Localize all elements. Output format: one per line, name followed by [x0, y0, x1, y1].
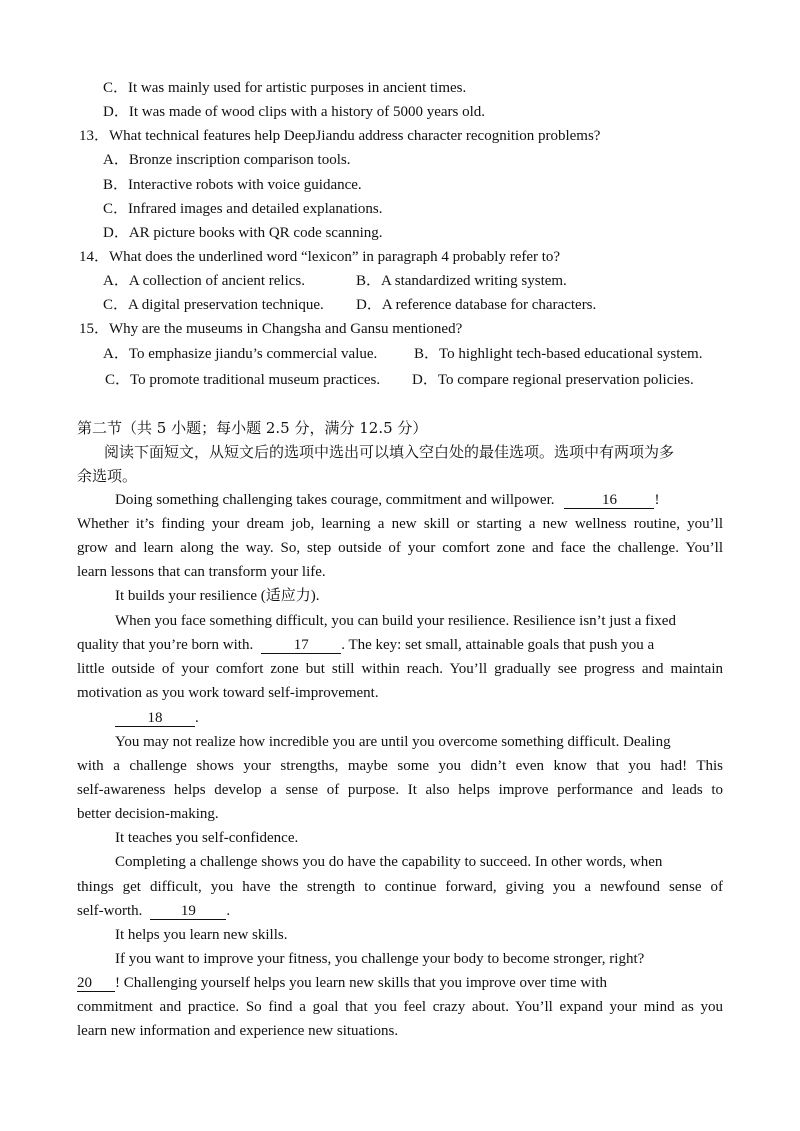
- passage-text: .: [195, 710, 199, 726]
- passage-text: quality that you’re born with.: [77, 637, 254, 653]
- subheading-self-confidence: It teaches you self-confidence.: [115, 830, 299, 846]
- q13-option-b: B．Interactive robots with voice guidance.: [103, 177, 362, 193]
- q14-question: 14．What does the underlined word “lexicon” in paragraph 4 probably refer to?: [79, 249, 561, 265]
- blank-number: 16: [601, 492, 617, 508]
- q12-option-d: D．It was made of wood clips with a history of 5000 years old.: [103, 104, 486, 120]
- blank-19: [150, 903, 226, 920]
- passage-p5-line3: commitment and practice. So find a goal that you feel crazy about. You’ll expand your mind as you: [77, 999, 723, 1015]
- subheading-new-skills: It helps you learn new skills.: [115, 927, 288, 943]
- passage-p1-line1: [115, 490, 659, 510]
- passage-p3-line2: with a challenge shows your strengths, maybe some you didn’t even know that you had! This: [77, 758, 723, 774]
- q14-option-d: D．A reference database for characters.: [356, 297, 597, 313]
- passage-text: Doing something challenging takes courage, commitment and willpower.: [115, 492, 555, 508]
- q15-option-c: C．To promote traditional museum practices.: [105, 372, 381, 388]
- q13-question: 13．What technical features help DeepJiandu address character recognition problems?: [79, 128, 601, 144]
- passage-text: .: [226, 903, 231, 919]
- passage-p3-line3: self-awareness helps develop a sense of purpose. It also helps improve performance and leads to: [77, 782, 723, 798]
- q15-option-b: B．To highlight tech-based educational system.: [414, 346, 703, 362]
- passage-p3-line1: You may not realize how incredible you are until you overcome something difficult. Dealing: [115, 734, 671, 750]
- q13-option-a: A．Bronze inscription comparison tools.: [103, 152, 351, 168]
- q14-option-b: B．A standardized writing system.: [356, 273, 567, 289]
- blank-16: [564, 492, 654, 509]
- blank-number: 20: [77, 975, 92, 991]
- blank-18: [115, 710, 195, 727]
- q13-option-c: C．Infrared images and detailed explanations.: [103, 201, 383, 217]
- q13-option-d: D．AR picture books with QR code scanning.: [103, 225, 383, 241]
- passage-p4-line1: Completing a challenge shows you do have the capability to succeed. In other words, when: [115, 854, 663, 870]
- passage-p4-line2: things get difficult, you have the strength to continue forward, giving you a newfound sense of: [77, 879, 723, 895]
- passage-p5-line2: [77, 973, 607, 993]
- passage-p3-line4: better decision-making.: [77, 806, 219, 822]
- q15-option-a: A．To emphasize jiandu’s commercial value.: [103, 346, 378, 362]
- section2-heading: 第二节（共 5 小题；每小题 2.5 分，满分 12.5 分）: [77, 419, 428, 437]
- passage-p1-line2: Whether it’s finding your dream job, learning a new skill or starting a new wellness routine, you’ll: [77, 516, 723, 532]
- passage-text: ! Challenging yourself helps you learn new skills that you improve over time with: [115, 975, 607, 991]
- blank-17: [261, 637, 341, 654]
- section2-instruction-line1: 阅读下面短文，从短文后的选项中选出可以填入空白处的最佳选项。选项中有两项为多: [104, 443, 675, 461]
- q14-option-c: C．A digital preservation technique.: [103, 297, 324, 313]
- passage-p5-line1: If you want to improve your fitness, you challenge your body to become stronger, right?: [115, 951, 645, 967]
- subheading-resilience: It builds your resilience (适应力).: [115, 588, 320, 604]
- q15-question: 15．Why are the museums in Changsha and Gansu mentioned?: [79, 321, 463, 337]
- passage-text: . The key: set small, attainable goals that push you a: [341, 637, 655, 653]
- blank-number: 17: [293, 637, 309, 653]
- passage-p2-line4: motivation as you work toward self-improvement.: [77, 685, 379, 701]
- passage-p5-line4: learn new information and experience new situations.: [77, 1023, 399, 1039]
- passage-text: self-worth.: [77, 903, 143, 919]
- passage-text: !: [654, 492, 660, 508]
- passage-p1-line3: grow and learn along the way. So, step outside of your comfort zone and face the challenge. You’ll: [77, 540, 723, 556]
- passage-p2-line1: When you face something difficult, you can build your resilience. Resilience isn’t just a fixed: [115, 613, 676, 629]
- q14-option-a: A．A collection of ancient relics.: [103, 273, 306, 289]
- passage-p2-line2: [77, 635, 654, 655]
- passage-p1-line4: learn lessons that can transform your life.: [77, 564, 326, 580]
- q12-option-c: C．It was mainly used for artistic purposes in ancient times.: [103, 80, 467, 96]
- blank-number: 18: [147, 710, 163, 726]
- passage-p4-line3: [77, 901, 230, 921]
- section2-instruction-line2: 余选项。: [77, 467, 138, 485]
- blank-20: [77, 975, 115, 992]
- blank-number: 19: [180, 903, 196, 919]
- subheading-blank-18: [115, 708, 199, 728]
- passage-p2-line3: little outside of your comfort zone but still within reach. You’ll gradually see progress and maintain: [77, 661, 723, 677]
- q15-option-d: D．To compare regional preservation policies.: [412, 372, 694, 388]
